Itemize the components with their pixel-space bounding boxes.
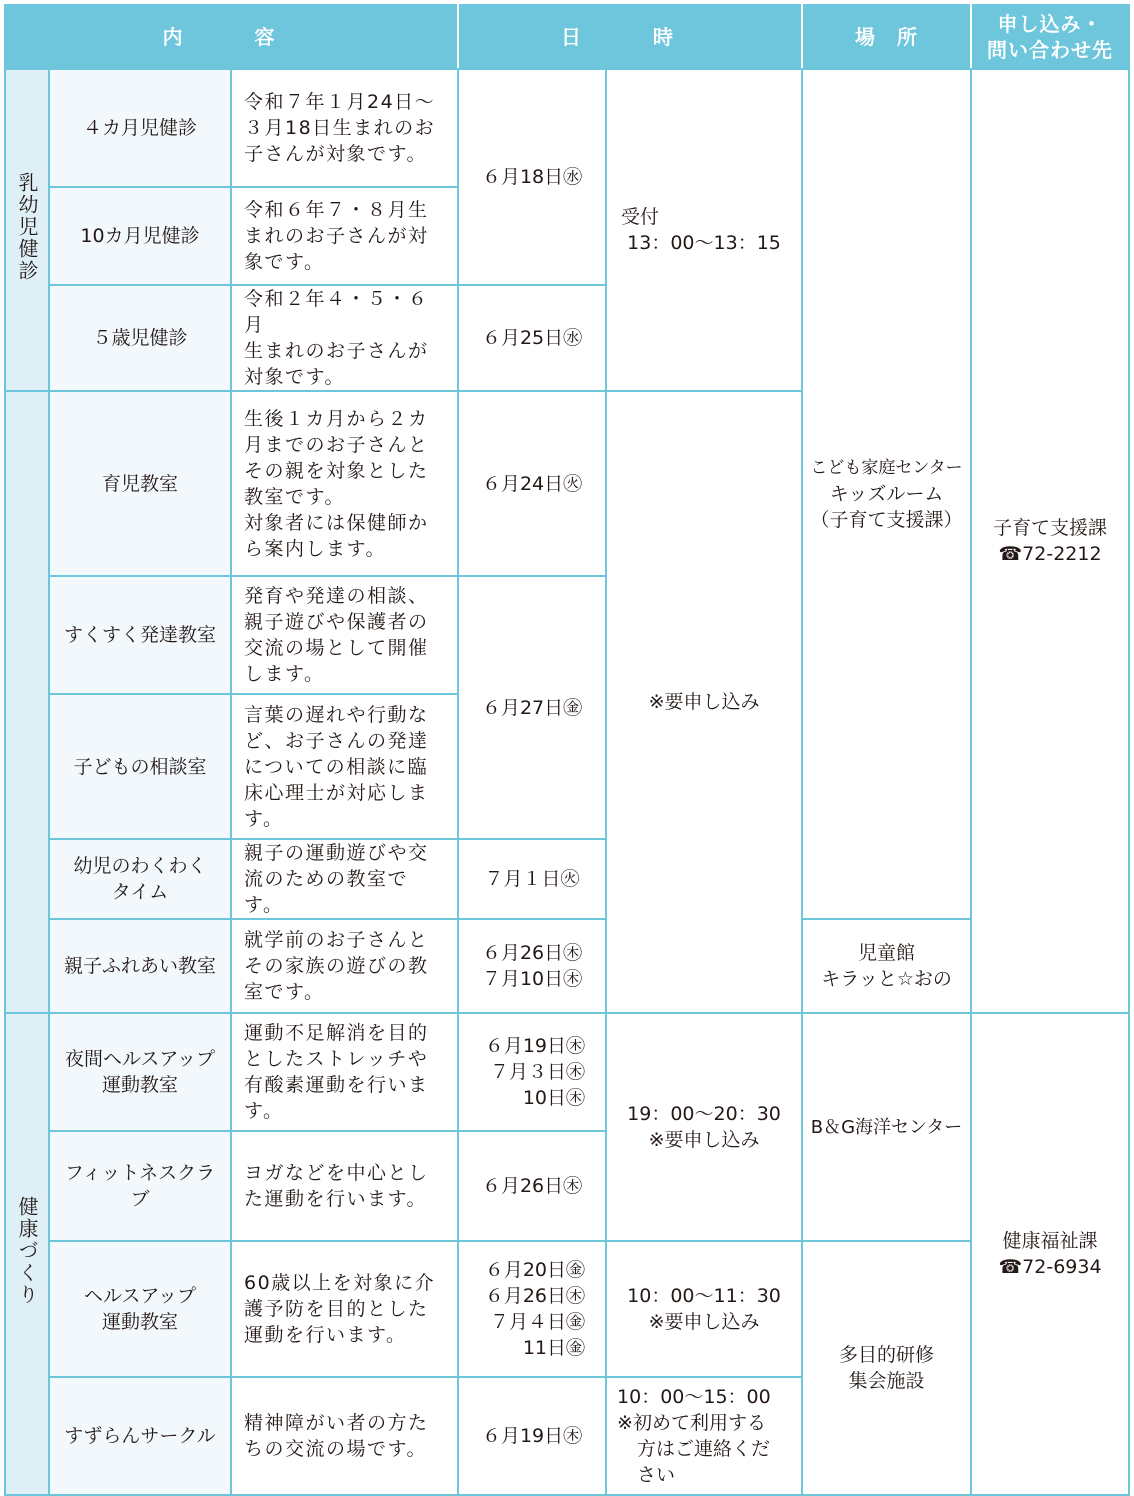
- program-description: 令和２年４・５・６月 生まれのお子さんが 対象です。: [231, 285, 458, 391]
- header-content: 内 容: [5, 5, 458, 69]
- program-name: ５歳児健診: [49, 285, 231, 391]
- program-description: 発育や発達の相談、 親子遊びや保護者の 交流の場として開催 します。: [231, 576, 458, 694]
- program-date: ６月19日㊍: [458, 1377, 606, 1495]
- category-blank: [5, 391, 49, 1013]
- header-datetime: 日 時: [458, 5, 802, 69]
- program-time: 19：00～20：30 ※要申し込み: [606, 1013, 802, 1241]
- place-kids-room: こども家庭センター キッズルーム （子育て支援課）: [802, 69, 971, 919]
- program-name: 子どもの相談室: [49, 694, 231, 839]
- program-description: 60歳以上を対象に介 護予防を目的とした 運動を行います。: [231, 1241, 458, 1377]
- header-place: 場 所: [802, 5, 971, 69]
- category-checkup: 乳幼児健診: [5, 69, 49, 391]
- program-date: ６月24日㊋: [458, 391, 606, 576]
- program-name: 夜間ヘルスアップ 運動教室: [49, 1013, 231, 1131]
- program-date: ６月19日㊍ ７月３日㊍ 10日㊍: [458, 1013, 606, 1131]
- program-date: ６月26日㊍ ７月10日㊍: [458, 919, 606, 1013]
- program-description: 令和７年１月24日～ ３月18日生まれのお 子さんが対象です。: [231, 69, 458, 187]
- program-name: ヘルスアップ 運動教室: [49, 1241, 231, 1377]
- table-row: [5, 1241, 1129, 1377]
- program-date: ６月25日㊌: [458, 285, 606, 391]
- program-time: ※要申し込み: [606, 391, 802, 1013]
- program-time: 10：00～15：00 ※初めて利用する 方はご連絡くだ さい: [606, 1377, 802, 1495]
- program-description: 言葉の遅れや行動な ど、お子さんの発達 についての相談に臨 床心理士が対応しま す。: [231, 694, 458, 839]
- contact-kenko: 健康福祉課 ☎72-6934: [971, 1013, 1129, 1495]
- table-row: [5, 69, 1129, 187]
- program-date: ６月27日㊎: [458, 576, 606, 839]
- table-row: [5, 919, 1129, 1013]
- program-name: 親子ふれあい教室: [49, 919, 231, 1013]
- program-description: 精神障がい者の方た ちの交流の場です。: [231, 1377, 458, 1495]
- header-contact: 申し込み・ 問い合わせ先: [971, 5, 1129, 69]
- program-description: 就学前のお子さんと その家族の遊びの教 室です。: [231, 919, 458, 1013]
- program-date: ７月１日㊋: [458, 839, 606, 919]
- program-description: 令和６年７・８月生 まれのお子さんが対 象です。: [231, 187, 458, 285]
- program-name: 10カ月児健診: [49, 187, 231, 285]
- place-bg: B＆G海洋センター: [802, 1013, 971, 1241]
- program-name: すくすく発達教室: [49, 576, 231, 694]
- schedule-table: [4, 4, 1130, 1496]
- program-name: フィットネスクラブ: [49, 1131, 231, 1241]
- program-description: ヨガなどを中心とし た運動を行います。: [231, 1131, 458, 1241]
- program-name: 幼児のわくわく タイム: [49, 839, 231, 919]
- header-row: [5, 5, 1129, 69]
- place-tamokuteki: 多目的研修 集会施設: [802, 1241, 971, 1495]
- program-date: ６月26日㊍: [458, 1131, 606, 1241]
- program-name: ４カ月児健診: [49, 69, 231, 187]
- table-row: [5, 1013, 1129, 1131]
- program-description: 生後１カ月から２カ 月までのお子さんと その親を対象とした 教室です。 対象者には保健師か ら案内します。: [231, 391, 458, 576]
- program-description: 運動不足解消を目的 としたストレッチや 有酸素運動を行いま す。: [231, 1013, 458, 1131]
- place-jidokan: 児童館 キラッと☆おの: [802, 919, 971, 1013]
- program-description: 親子の運動遊びや交 流のための教室です。: [231, 839, 458, 919]
- program-time: 10：00～11：30 ※要申し込み: [606, 1241, 802, 1377]
- contact-kosodate: 子育て支援課 ☎72-2212: [971, 69, 1129, 1013]
- category-health: 健康づくり: [5, 1013, 49, 1495]
- program-date: ６月18日㊌: [458, 69, 606, 285]
- program-name: 育児教室: [49, 391, 231, 576]
- program-name: すずらんサークル: [49, 1377, 231, 1495]
- program-date: ６月20日㊎ ６月26日㊍ ７月４日㊎ 11日㊎: [458, 1241, 606, 1377]
- program-time: 受付 13：00～13：15: [606, 69, 802, 391]
